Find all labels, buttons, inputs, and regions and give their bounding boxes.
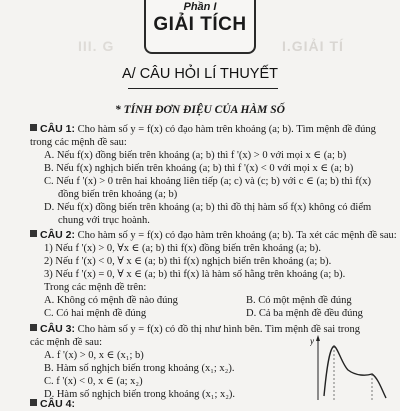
graph-y-label: y	[310, 336, 314, 346]
question-3-option-b: B. Hàm số nghịch biến trong khoảng (x₁; x₂).	[44, 363, 235, 374]
question-1-stem: CÂU 1: Cho hàm số y = f(x) có đạo hàm trên khoảng (a; b). Tìm mệnh đề đúng	[30, 123, 376, 136]
question-1-option-b: B. Nếu f(x) nghịch biến trên khoảng (a; b) thì f '(x) < 0 với mọi x ∈ (a; b)	[44, 163, 354, 174]
square-bullet-icon	[30, 399, 37, 406]
question-4-label: CÂU 4:	[40, 398, 76, 410]
question-3-graph	[310, 334, 392, 400]
question-2-option-d: D. Cả ba mệnh đề đều đúng	[246, 308, 363, 319]
y-axis-arrow-icon	[316, 335, 320, 341]
subsection-title: * TÍNH ĐƠN ĐIỆU CỦA HÀM SỐ	[115, 104, 285, 116]
question-3-option-d: D. Hàm số nghịch biến trong khoảng (x₁; x₂).	[44, 389, 236, 400]
question-1-label: CÂU 1:	[40, 123, 76, 135]
question-1-option-c: C. Nếu f '(x) > 0 trên hai khoảng liên tiếp (a; c) và (c; b) với c ∈ (a; b) thì f(x)	[44, 176, 371, 187]
bleed-through-text-right: I.GIẢI TÍ	[282, 38, 344, 54]
question-3-option-a: A. f '(x) > 0, x ∈ (x₁; b)	[44, 350, 144, 361]
question-3-stem-cont: các mệnh đề sau:	[30, 337, 103, 348]
graph-curve	[324, 346, 386, 398]
question-1-option-c-cont: đồng biến trên khoảng (a; b)	[58, 189, 178, 200]
square-bullet-icon	[30, 324, 37, 331]
bleed-through-text-left: III. G	[78, 38, 115, 54]
question-2-option-a: A. Không có mệnh đề nào đúng	[44, 295, 178, 306]
question-1-option-a: A. Nếu f(x) đồng biến trên khoảng (a; b) thì f '(x) > 0 với mọi x ∈ (a; b)	[44, 150, 347, 161]
part-title: GIẢI TÍCH	[153, 14, 247, 35]
section-title: A/ CÂU HỎI LÍ THUYẾT	[121, 66, 279, 82]
question-2-label: CÂU 2:	[40, 229, 76, 241]
question-3-stem: CÂU 3: Cho hàm số y = f(x) có đồ thị như hình bên. Tìm mệnh đề sai trong	[30, 323, 360, 336]
question-2-option-b: B. Có một mệnh đề đúng	[246, 295, 352, 306]
part-header-box	[144, 0, 256, 54]
question-1-option-d-cont: chung với trục hoành.	[58, 215, 150, 226]
question-2-ask: Trong các mệnh đề trên:	[44, 282, 147, 293]
square-bullet-icon	[30, 124, 37, 131]
square-bullet-icon	[30, 230, 37, 237]
question-3-option-c: C. f '(x) < 0, x ∈ (a; x₂)	[44, 376, 143, 387]
question-2-statement-1: 1) Nếu f '(x) > 0, ∀x ∈ (a; b) thì f(x) đồng biến trên khoảng (a; b).	[44, 243, 322, 254]
question-2-stem: CÂU 2: Cho hàm số y = f(x) có đạo hàm trên khoảng (a; b). Ta xét các mệnh đề sau:	[30, 229, 397, 242]
question-1-stem-cont: trong các mệnh đề sau:	[30, 137, 127, 148]
question-2-statement-2: 2) Nếu f '(x) < 0, ∀ x ∈ (a; b) thì f(x) nghịch biến trên khoảng (a; b).	[44, 256, 332, 267]
question-3-label: CÂU 3:	[40, 323, 76, 335]
part-label: Phần I	[183, 1, 217, 13]
question-2-option-c: C. Có hai mệnh đề đúng	[44, 308, 147, 319]
section-underline	[128, 88, 278, 89]
question-2-statement-3: 3) Nếu f '(x) = 0, ∀ x ∈ (a; b) thì f(x) là hàm số hằng trên khoảng (a; b).	[44, 269, 346, 280]
question-1-option-d: D. Nếu f(x) đồng biến trên khoảng (a; b) thì đồ thị hàm số f(x) không có điểm	[44, 202, 372, 213]
